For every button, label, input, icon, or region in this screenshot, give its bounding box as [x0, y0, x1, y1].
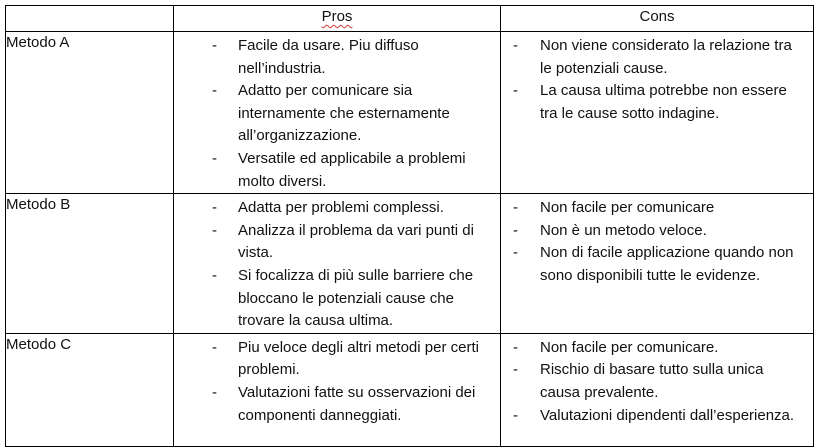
cons-list [501, 32, 813, 125]
bullet-dash: - [212, 338, 217, 356]
header-pros-label: Pros [321, 8, 353, 25]
bullet-dash: - [212, 37, 217, 54]
list-item-text: Valutazioni dipendenti dall’esperienza. [540, 406, 795, 424]
bullet-dash: - [513, 338, 518, 356]
table-row-metodo-b [6, 194, 814, 334]
method-cell: Metodo C [6, 333, 174, 446]
list-item [501, 359, 813, 404]
method-cell: Metodo A [6, 32, 174, 194]
cons-list [501, 194, 813, 287]
list-item-text: Adatta per problemi complessi. [238, 199, 444, 217]
bullet-dash: - [212, 266, 217, 284]
list-item-text: Non facile per comunicare [540, 199, 715, 217]
bullet-dash: - [212, 383, 217, 401]
bullet-dash: - [212, 199, 217, 217]
list-item [501, 242, 813, 287]
bullet-dash: - [513, 244, 518, 262]
list-item [501, 35, 813, 80]
list-item [501, 80, 813, 125]
bullet-dash: - [212, 82, 217, 100]
bullet-dash: - [513, 199, 518, 217]
list-item-text: Piu veloce degli altri metodi per certi problemi. [238, 338, 479, 379]
pros-list [174, 334, 500, 427]
list-item [174, 337, 500, 382]
cons-cell [501, 333, 814, 446]
pros-cell [174, 32, 501, 194]
pros-cell [174, 194, 501, 334]
list-item-text: Versatile ed applicabile a problemi molto diversi. [238, 149, 466, 190]
bullet-dash: - [212, 221, 217, 239]
header-row [6, 6, 814, 32]
list-item-text: Non è un metodo veloce. [540, 221, 707, 239]
list-item-text: La causa ultima potrebbe non essere tra le cause sotto indagine. [540, 82, 787, 122]
list-item-text: Non di facile applicazione quando non sono disponibili tutte le evidenze. [540, 244, 794, 284]
list-item-text: Facile da usare. Piu diffuso nell’industria. [238, 37, 419, 77]
bullet-dash: - [513, 406, 518, 424]
header-pros-cell [174, 6, 501, 32]
list-item [174, 35, 500, 80]
cons-cell [501, 194, 814, 334]
method-cell: Metodo B [6, 194, 174, 334]
list-item [501, 197, 813, 220]
bullet-dash: - [513, 37, 518, 54]
table-row-metodo-a [6, 32, 814, 194]
header-cons-cell [501, 6, 814, 32]
header-method-cell [6, 6, 174, 32]
list-item [174, 148, 500, 193]
list-item-text: Si focalizza di più sulle barriere che bloccano le potenziali cause che trovare la causa ultima. [238, 266, 474, 330]
pros-list [174, 194, 500, 333]
comparison-table [5, 5, 814, 447]
bullet-dash: - [513, 82, 518, 100]
bullet-dash: - [513, 361, 518, 379]
list-item [174, 220, 500, 265]
list-item [501, 405, 813, 428]
list-item-text: Non facile per comunicare. [540, 338, 719, 356]
list-item [501, 220, 813, 243]
list-item [174, 265, 500, 333]
list-item-text: Adatto per comunicare sia internamente che esternamente all’organizzazione. [238, 82, 450, 145]
list-item [174, 197, 500, 220]
table-row-metodo-c [6, 333, 814, 446]
list-item-text: Rischio di basare tutto sulla unica causa prevalente. [540, 361, 764, 401]
list-item [174, 80, 500, 148]
pros-list [174, 32, 500, 193]
cons-cell [501, 32, 814, 194]
list-item-text: Analizza il problema da vari punti di vista. [238, 221, 474, 262]
pros-cell [174, 333, 501, 446]
bullet-dash: - [212, 149, 217, 167]
list-item-text: Non viene considerato la relazione tra le potenziali cause. [540, 37, 792, 77]
list-item [501, 337, 813, 360]
cons-list [501, 334, 813, 427]
bullet-dash: - [513, 221, 518, 239]
header-cons-label: Cons [639, 8, 675, 25]
list-item [174, 382, 500, 427]
list-item-text: Valutazioni fatte su osservazioni dei componenti danneggiati. [238, 383, 476, 424]
